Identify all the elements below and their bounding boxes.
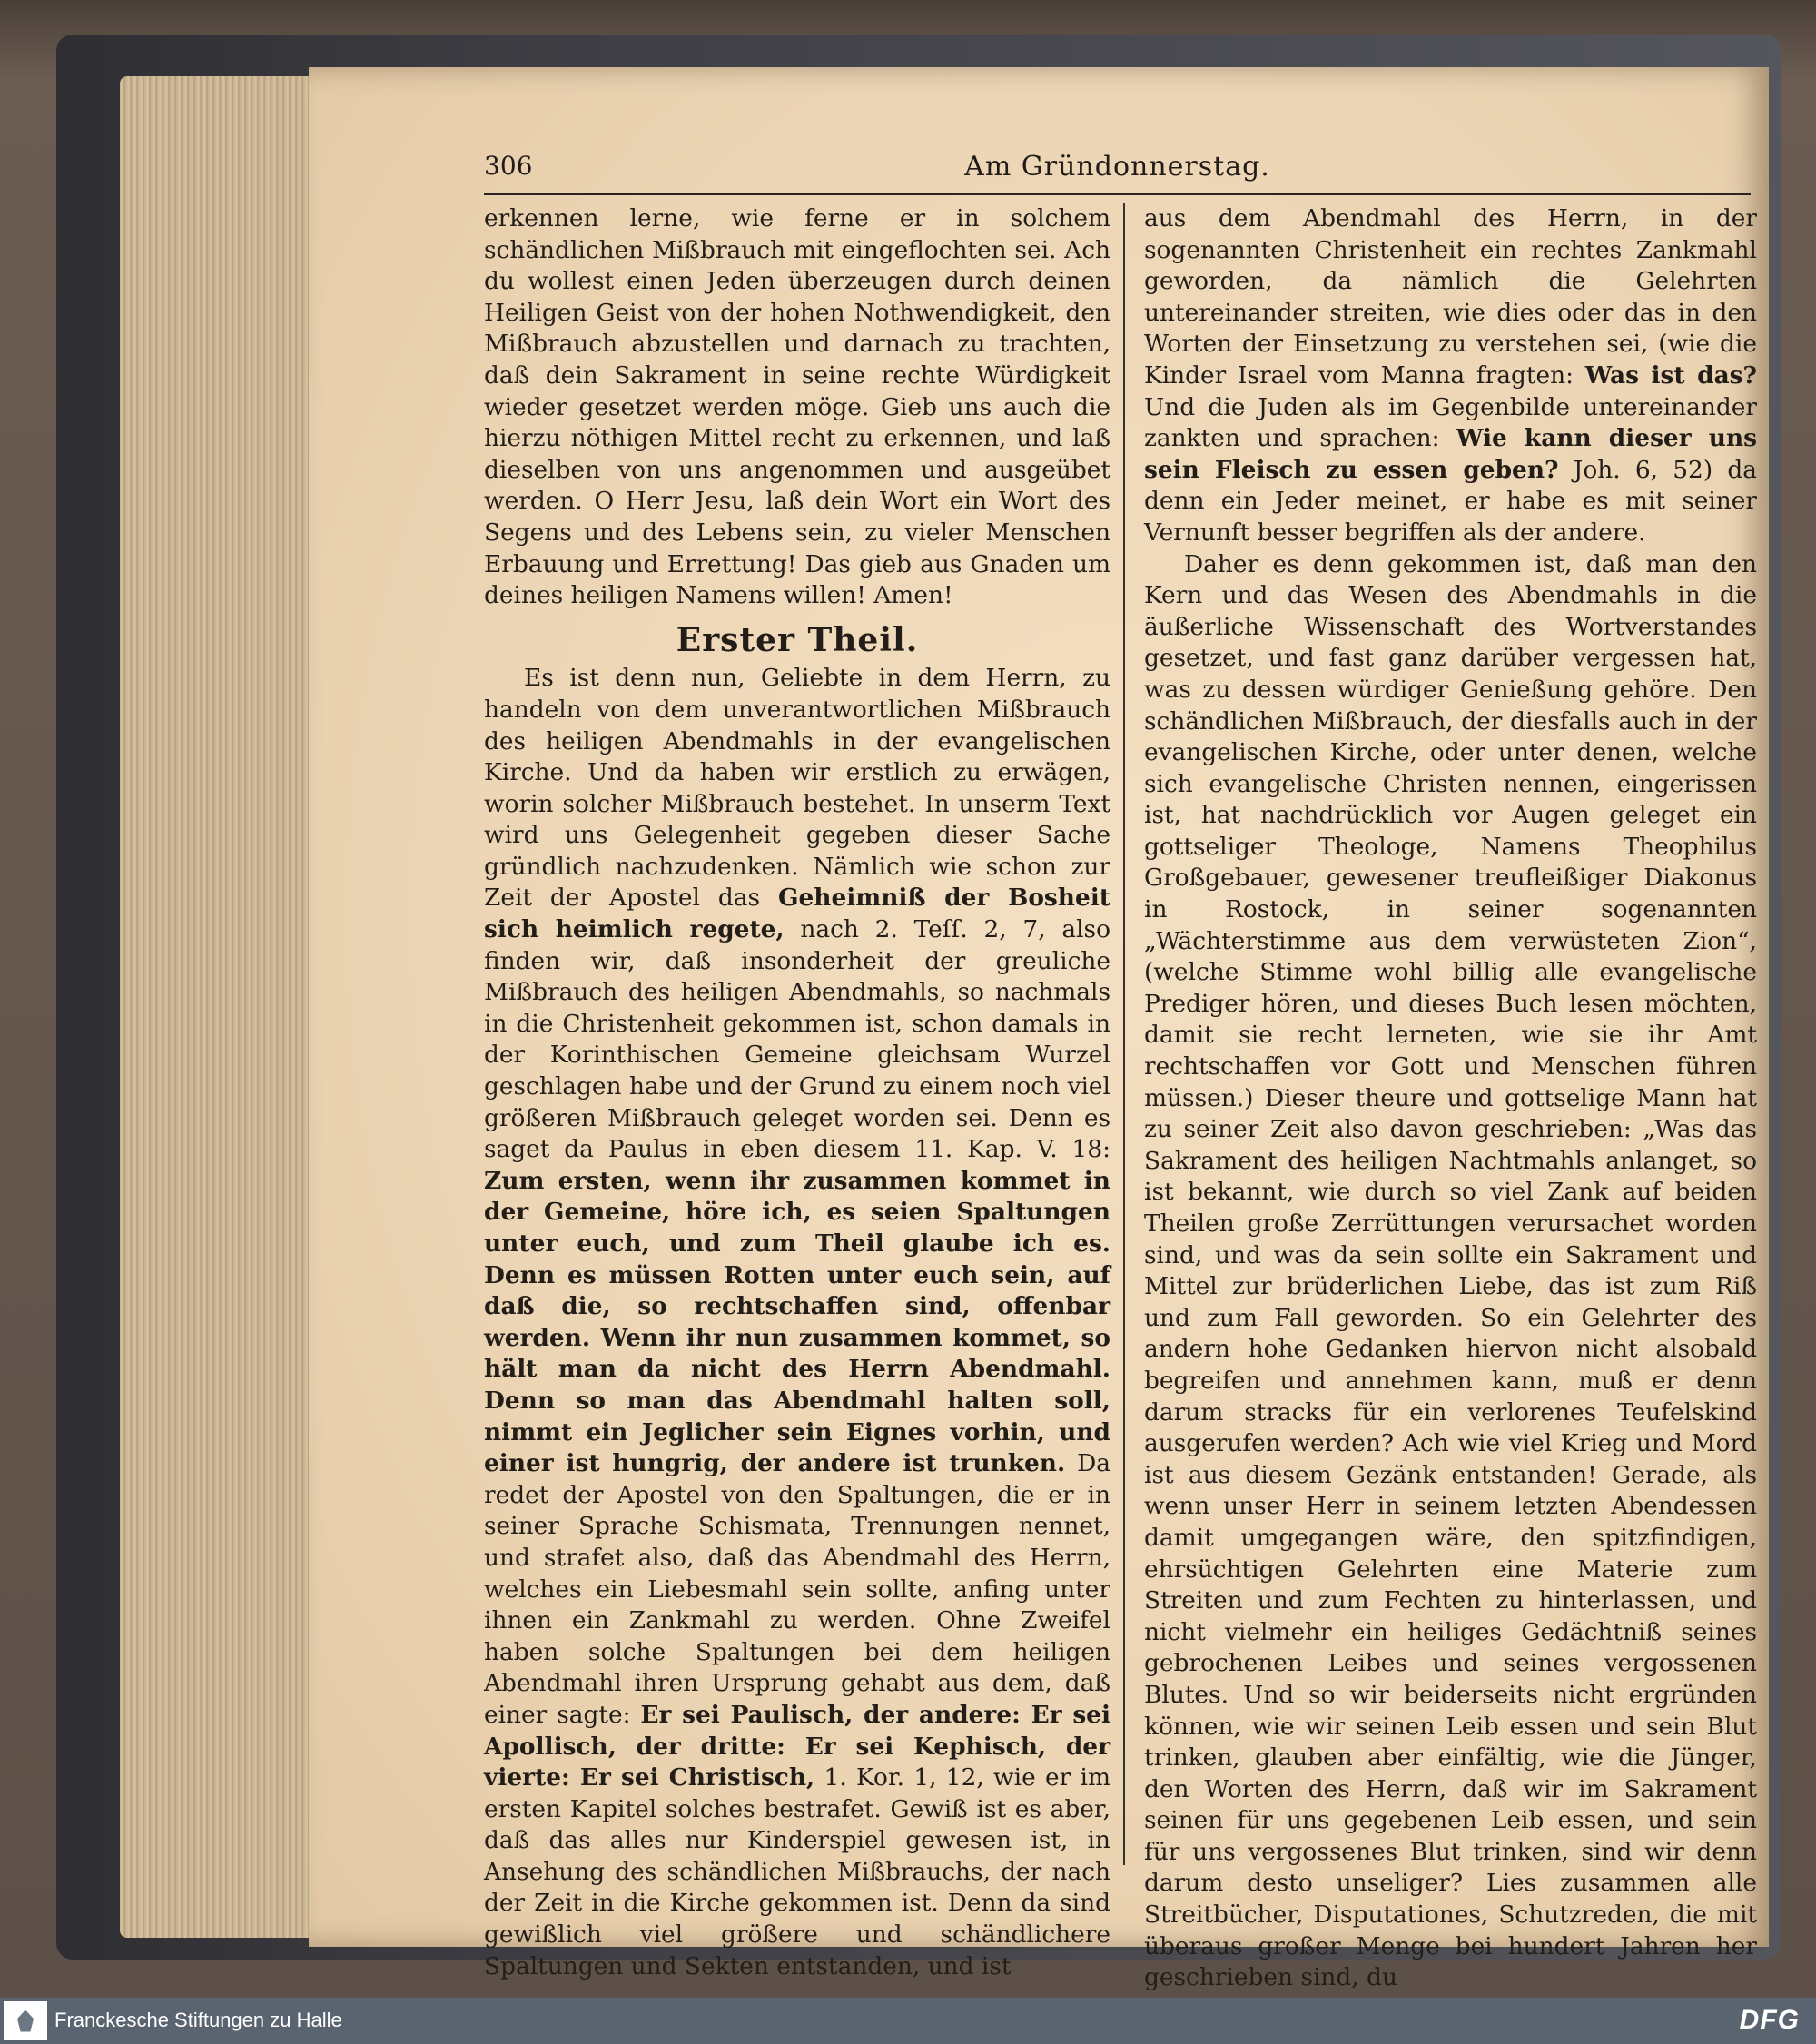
institution-name: Franckesche Stiftungen zu Halle [54,2009,342,2031]
text-run: Es ist denn nun, Geliebte in dem Herrn, zu handeln von dem unverantwortlichen Mißbrauch des heiligen Abendmahls in der evangelischen Kirche. Und da haben wir erstlich zu erwägen, worin solcher Mißbrauch bestehet. In unserm Text wird uns Gelegenheit gegeben dieser Sache gründlich nachzudenken. Nämlich wie schon zur Zeit der Apostel das [484,664,1110,913]
left-column [484,203,1110,1980]
book-page [309,67,1769,1992]
body-paragraph: Daher es denn gekommen ist, daß man den Kern und das Wesen des Abendmahls in die äußerliche Wissenschaft des Wortverstandes gesetzet, und fast ganz darüber vergessen hat, was zu dessen würdiger Genießung gehöre. Den schändlichen Mißbrauch, der diesfalls auch in der evangelischen Kirche, oder unter denen, welche sich evangelische Christen nennen, eingerissen ist, hat nachdrücklich vor Augen geleget ein gottseliger Theologe, Namens Theophilus Großgebauer, gewesener treufleißiger Diakonus in Rostock, in seiner sogenannten „Wächterstimme aus dem verwüsteten Zion“, (welche Stimme wohl billig alle evangelische Prediger hören, und dieses Buch lesen möchten, damit sie recht lerneten, wie sie ihr Amt rechtschaffen vor Gott und Menschen führen müssen.) Dieser theure und gottselige Mann hat zu seiner Zeit also davon geschrieben: „Was das Sakrament des heiligen Nachtmahls anlanget, so ist bekannt, wie durch so viel Zank auf beiden Theilen große Zerrüttungen verursachet worden sind, und was da sein sollte ein Sakrament und Mittel zur brüderlichen Liebe, das ist zum Riß und zum Fall geworden. So ein Gelehrter des andern hohe Gedanken hiervon nicht alsobald begreifen und annehmen kann, muß er denn darum stracks für ein verlorenes Teufelskind ausgerufen werden? Ach wie viel Krieg und Mord ist aus diesem Gezänk entstanden! Gerade, als wenn unser Herr in seinem letzten Abendessen damit umgegangen wäre, den spitzfindigen, ehrsüchtigen Gelehrten eine Materie zum Streiten und zum Fechten zu hinterlassen, und nicht vielmehr ein heiliges Gedächtniß seines gebrochenen Leibes und seines vergossenen Blutes. Und so wir beiderseits nicht ergründen können, wie wir seinen Leib essen und sein Blut trinken, glauben aber einfältig, wie die Jünger, den Worten des Herrn, daß wir im Sakrament seinen für uns gegebenen Leib essen, und sein für uns vergossenes Blut trinken, sind wir denn darum desto unseliger? Lies zusammen alle Streitbücher, Disputationes, Schutzreden, die mit überaus großer Menge bei hundert Jahren her geschrieben sind, du [1144,549,1757,1992]
intro-paragraph: erkennen lerne, wie ferne er in solchem schändlichen Mißbrauch mit eingeflochten sei. Ach du wollest einen Jeden überzeugen durch deinen Heiligen Geist von der hohen Nothwendigkeit, den Mißbrauch abzustellen und darnach zu trachten, daß dein Sakrament in seine rechte Würdigkeit wieder gesetzet werden möge. Gieb uns auch die hierzu nöthigen Mittel recht zu erkennen, und laß dieselben von uns angenommen und ausgeübet werden. O Herr Jesu, laß dein Wort ein Wort des Segens und des Lebens sein, zu vieler Menschen Erbauung und Errettung! Das gieb aus Gnaden um deines heiligen Namens willen! Amen! [484,204,1110,610]
page-edges [120,76,329,1938]
text-run: nach 2. Teſſ. 2, 7, also finden wir, daß insonderheit der greuliche Mißbrauch des heiligen Abendmahls, so nachmals in die Christenheit gekommen ist, schon damals in der Korinthischen Gemeine gleichsam Wurzel geschlagen habe und der Grund zu einem noch viel größeren Mißbrauch geleget worden sei. Denn es saget da Paulus in eben diesem 11. Kap. V. 18: [484,915,1110,1164]
text-run: aus dem Abendmahl des Herrn, in der sogenannten Christenheit ein rechtes Zankmahl geworden, da nämlich die Gelehrten untereinander streiten, wie dies oder das in den Worten der Einsetzung zu verstehen sei, (wie die Kinder Israel vom Manna fragten: [1144,204,1757,390]
text-run: Und die Juden als im Gegenbilde untereinander zankten und sprachen: [1144,392,1757,453]
section-title: Erster Theil. [676,620,919,659]
emphasized-text: Geheimniß der Bosheit sich heimlich regete, [484,884,1110,944]
text-run: 1. Kor. 1, 12, wie er im ersten Kapitel solches bestrafet. Gewiß ist es aber, daß das alles nur Kinderspiel gewesen ist, in Ansehung des schändlichen Mißbrauchs, der nach der Zeit in die Kirche gekommen ist. Denn da sind gewißlich viel größere und schändlichere Spaltungen und Sekten entstanden, und ist [484,1763,1110,1980]
right-column [1144,203,1757,1992]
footer-bar [0,1998,1816,2044]
body-paragraph [1144,203,1757,549]
emphasized-text: Wie kann dieser uns sein Fleisch zu essen geben? [1144,424,1757,484]
column-divider [1123,203,1125,1865]
institution-logo-icon [4,2001,47,2040]
text-run: Da redet der Apostel von den Spaltungen, die er in seiner Sprache Schismata, Trennungen nennet, und strafet also, daß das Abendmahl des Herrn, welches ein Liebesmahl sein sollte, anfing unter ihnen ein Zankmahl zu werden. Ohne Zweifel haben solche Spaltungen bei dem heiligen Abendmahl ihren Ursprung gehabt aus dem, daß einer sagte: [484,1449,1110,1729]
running-title: Am Gründonnerstag. [964,151,1270,183]
emphasized-text: Was ist das? [1584,360,1757,390]
text-run: Joh. 6, 52) da denn ein Jeder meinet, er habe es mit seiner Vernunft besser begriffen als der andere. [1144,455,1757,547]
body-paragraph [484,663,1110,1982]
page-number: 306 [484,151,533,181]
page-header [484,151,1751,195]
dfg-logo: DFG [1739,2005,1800,2035]
emphasized-text: Er sei Paulisch, der andere: Er sei Apollisch, der dritte: Er sei Kephisch, der vierte: Er sei Christisch, [484,1700,1110,1792]
emphasized-text: Zum ersten, wenn ihr zusammen kommet in der Gemeine, höre ich, es seien Spaltungen unter euch, und zum Theil glaube ich es. Denn es müssen Rotten unter euch sein, auf daß die, so rechtschaffen sind, offenbar werden. Wenn ihr nun zusammen kommet, so hält man da nicht des Herrn Abendmahl. Denn so man das Abendmahl halten soll, nimmt ein Jeglicher sein Eignes vorhin, und einer ist hungrig, der andere ist trunken. [484,1166,1110,1478]
